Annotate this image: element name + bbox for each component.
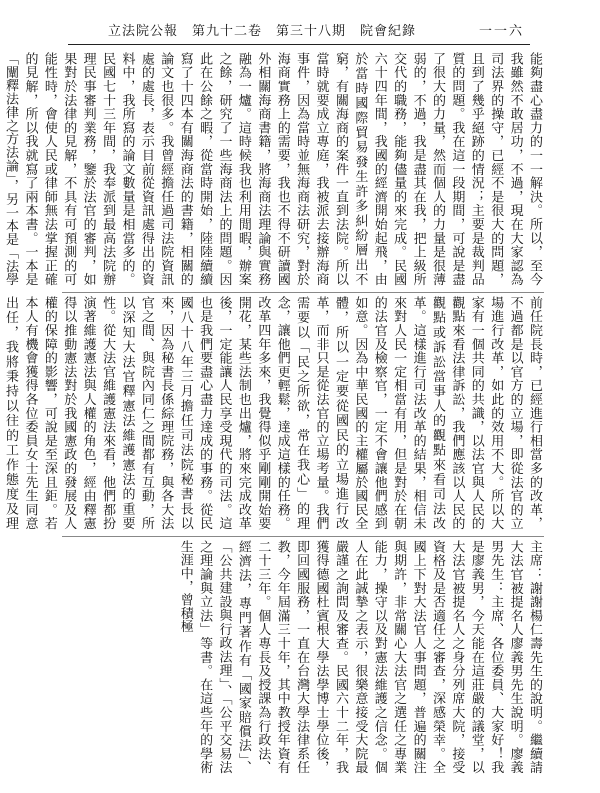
page-number: 一一六 [478,24,524,39]
tier-middle-text: 前任院長時，已經進行相當多的改革，不過都是以官方的立場，即從法官的立場進行改革，如此的效用不大。所以大家有一個共同的共識，以法官與人民的觀點來看法律訴訟，我們應該以人民的觀點或訴訟當事人的觀點來看司法改革。這樣進行司法改革的結果，相信未來對人民一定相當有用，但是對於在朝的法官及檢察官，一定不會讓他們感到如意。因為中華民國的主權屬於國民全體，所以一定要從國民的立場進行改革，而非只是從法官的立場考量。我們需要以「民之所欲，常在我心」的理念，讓他們更輕鬆，達成這樣的任務。改革四年多來，我覺得似乎剛剛開始要開花，某些法制也出爐，將來完成改革後，一定能讓人民享受現代的司法。這也是我們要盡心盡力達成的事務。從民國八十八年三月擔任司法院秘書長以來，因為秘書長係綜理院務，與各大法官之間、與院內同仁之間都有互動，所以深知大法官釋憲法維護憲法的重要性。從大法官維護憲法來看，他們都扮演著維護憲法與人權的角色，經由釋憲得以推動憲法對於我國憲政的發展及人權的保障的影響，可說是至深且鉅。若本人有機會獲得各位委員女士先生同意出任，我將秉持以往的工作態度及理 [3,296,542,530]
tier-top-text: 能夠盡心盡力的一一解決。所以，至今我雖然不敢居功，不過，現在大家認為司法界的操守，已經不是很大的問題，且到了幾乎絕跡的情況；主要是裁判品質的問題。我在這一段期間，可說是盡了很大的力量，然而個人的力量是很薄弱的，不過，我是盡其在我，把上級所交代的職務，能夠儘量的來完成。民國六十四年間，我國的經濟開始起飛，由於當時國際貿易發生許多糾紛層出不窮，有關海商的案件一直到法院。所以當時就要成立專庭，我被派去接辦海商事件，因為當時並無海商法研究，對於海商實務上的需要，我也不得不研讀國外相關海商書籍，將海商法理論與實務融為一爐。這時候我也利用閒暇，辦案之餘，研究了一些海商法上的問題。因此在公餘之暇，從當時開始，陸陸續續寫了十四本有關海商法的書籍，相關的論文也很多。我曾經擔任過司法院資訊處的處長，表示目前從資訊處得出的資料中，我所寫的論文數量是相當多的。民國七十三年間，我奉派到最高法院辦理民事審判業務，鑒於法官的審判，如果對於法律的見解，不具有可預測的可能性時，會使人民或律師無法掌握正確的見解，所以我就寫了兩本書。一本是「闡釋法律之方法論」，另一本是「法學 [3,52,542,286]
tier-divider-top [62,292,544,293]
text-tier-top [3,52,544,286]
text-tier-bottom [62,540,544,774]
text-tier-middle [3,296,544,530]
page-header [68,18,530,45]
tier-divider-bottom [62,536,544,537]
tier-bottom-text: 主席：謝謝楊仁壽先生的說明。繼續請大法官被提名人廖義男先生說明。廖義男先生：主席、各位委員、大家好！我是廖義男，今天能在這莊嚴的議堂，以大法官被提名人之身分列席大院，接受資格及是否適任之審查，深感榮幸。全國上下對大法官人事問題，普遍的關注與期許，非常關心大法官之選任之專業能力，操守以及對憲法維護之信念。個人在此誠摯之表示，很樂意接受大院最嚴謹之詢問及審查。民國六十二年，我獲得德國杜賓根大學法學博士學位後，即回國服務，一直在台灣大學法律系任教，今年屆滿三十年，其中教授年資有二十三年。個人專長及授課為行政法、經濟法，專門著作有「國家賠償法」、「公共建設與行政法理」、「公平交易法之理論與立法」等書。在這些年的學術生涯中，曾積極 [177,540,542,774]
gazette-title: 立法院公報 第九十二卷 第三十八期 院會紀錄 [108,24,417,39]
